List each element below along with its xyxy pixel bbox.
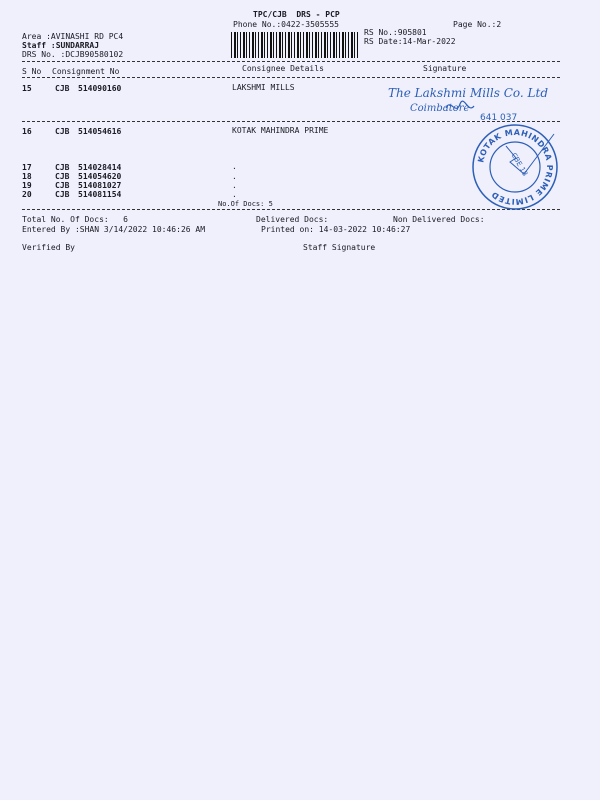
page-number: Page No.:2 (453, 20, 502, 29)
row-prefix: CJB (55, 163, 70, 172)
divider-header (22, 77, 560, 78)
svg-text:CBE 18: CBE 18 (509, 151, 530, 178)
area-label: Area :AVINASHI RD PC4 (22, 32, 124, 41)
total-docs: Total No. Of Docs: 6 (22, 215, 128, 224)
row-consignment: 514028414 (78, 163, 122, 172)
row-consignee: . (232, 190, 237, 199)
row-consignment: 514081154 (78, 190, 122, 199)
row-consignment: 514090160 (78, 84, 122, 93)
svg-text:Coimbatore: Coimbatore (410, 103, 470, 114)
printed-on: Printed on: 14-03-2022 10:46:27 (261, 225, 411, 234)
col-signature: Signature (423, 64, 467, 73)
rs-date: RS Date:14-Mar-2022 (364, 37, 456, 46)
divider-top (22, 61, 560, 62)
rs-number: RS No.:905801 (364, 28, 427, 37)
no-of-docs: No.Of Docs: 5 (218, 200, 273, 208)
row-consignee: KOTAK MAHINDRA PRIME (232, 126, 329, 135)
col-consignee: Consignee Details (242, 64, 324, 73)
row-sno: 20 (22, 190, 32, 199)
row-consignee: . (232, 172, 237, 181)
row-consignment: 514054620 (78, 172, 122, 181)
entered-by: Entered By :SHAN 3/14/2022 10:46:26 AM (22, 225, 206, 234)
row-sno: 17 (22, 163, 32, 172)
row-prefix: CJB (55, 190, 70, 199)
svg-text:KOTAK MAHINDRA PRIME LIMITED: KOTAK MAHINDRA PRIME LIMITED (476, 127, 555, 207)
non-delivered-docs: Non Delivered Docs: (393, 215, 485, 224)
staff-signature: Staff Signature (303, 243, 376, 252)
row-sno: 16 (22, 127, 32, 136)
svg-text:The Lakshmi Mills Co. Ltd: The Lakshmi Mills Co. Ltd (388, 86, 548, 100)
row-prefix: CJB (55, 127, 70, 136)
delivered-docs: Delivered Docs: (256, 215, 329, 224)
row-consignment: 514054616 (78, 127, 122, 136)
phone-number: Phone No.:0422-3505555 (233, 20, 339, 29)
drs-number: DRS No. :DCJB90580102 (22, 50, 124, 59)
row-prefix: CJB (55, 172, 70, 181)
staff-label: Staff :SUNDARRAJ (22, 41, 100, 50)
row-consignee: LAKSHMI MILLS (232, 83, 295, 92)
verified-by: Verified By (22, 243, 75, 252)
row-consignee: . (232, 162, 237, 171)
lakshmi-mills-stamp (388, 80, 548, 122)
col-consignment: Consignment No (52, 67, 120, 76)
barcode (231, 32, 359, 58)
document-title: TPC/CJB DRS - PCP (253, 10, 340, 19)
row-consignee: . (232, 181, 237, 190)
row-sno: 15 (22, 84, 32, 93)
row-consignment: 514081027 (78, 181, 122, 190)
kotak-mahindra-stamp (470, 122, 560, 212)
row-sno: 18 (22, 172, 32, 181)
svg-text:641 037: 641 037 (480, 113, 518, 122)
row-prefix: CJB (55, 181, 70, 190)
col-sno: S No (22, 67, 42, 76)
row-sno: 19 (22, 181, 32, 190)
row-prefix: CJB (55, 84, 70, 93)
